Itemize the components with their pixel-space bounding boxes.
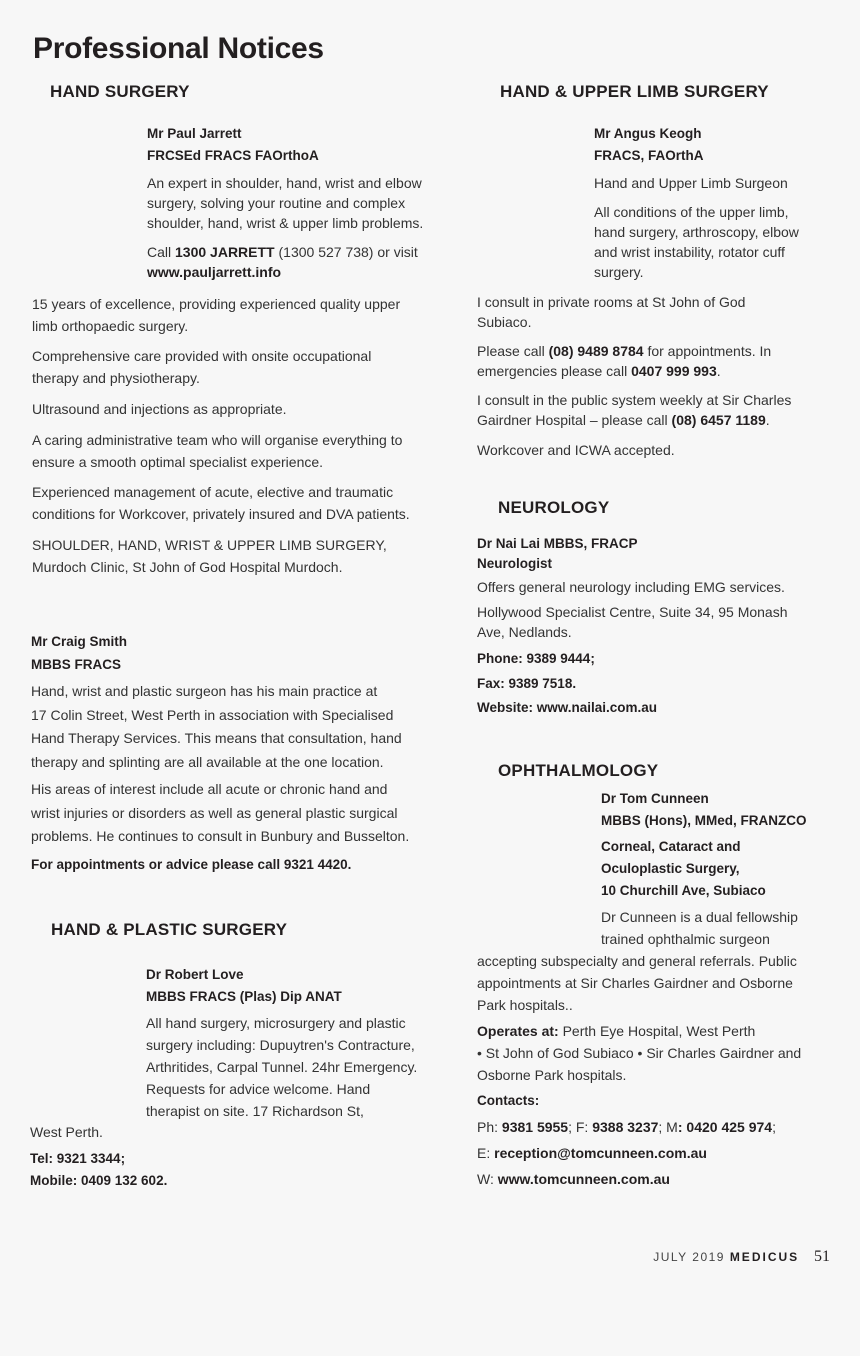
doctor-role: Neurologist xyxy=(477,556,553,571)
doctor-specialty: Corneal, Cataract and Oculoplastic Surgery, 10 Churchill Ave, Subiaco xyxy=(601,839,766,898)
paragraph: I consult in private rooms at St John of God Subiaco. xyxy=(477,294,746,330)
mobile-line: Mobile: 0409 132 602. xyxy=(30,1173,168,1188)
doctor-quals: MBBS FRACS xyxy=(31,657,121,672)
phone-number[interactable]: (08) 6457 1189 xyxy=(671,412,766,428)
doctor-quals: MBBS (Hons), MMed, FRANZCO xyxy=(601,813,807,828)
page-number: 51 xyxy=(814,1248,830,1265)
contact-web: W: www.tomcunneen.com.au xyxy=(477,1171,670,1187)
paragraph: Workcover and ICWA accepted. xyxy=(477,442,675,458)
issue-date: JULY 2019 xyxy=(653,1250,725,1264)
doctor-name-nai-lai: Dr Nai Lai MBBS, FRACP xyxy=(477,536,638,551)
appointments-line: For appointments or advice please call 9321 4420. xyxy=(31,857,352,872)
paragraph-appointments: Please call (08) 9489 8784 for appointments. In emergencies please call 0407 999 993. xyxy=(477,343,772,379)
heading-neurology: NEUROLOGY xyxy=(498,498,610,517)
contacts-label: Contacts: xyxy=(477,1093,540,1108)
page-footer xyxy=(653,1248,830,1266)
doctor-name-robert-love: Dr Robert Love xyxy=(146,967,244,982)
contact-call: Call 1300 JARRETT (1300 527 738) or visit www.pauljarrett.info xyxy=(147,244,418,280)
mobile-number[interactable]: : 0420 425 974 xyxy=(677,1119,773,1135)
heading-hand-surgery: HAND SURGERY xyxy=(50,82,190,101)
heading-ophthalmology: OPHTHALMOLOGY xyxy=(498,761,659,780)
paragraph: Ultrasound and injections as appropriate. xyxy=(32,401,287,417)
doctor-name-paul-jarrett: Mr Paul Jarrett xyxy=(147,126,242,141)
doctor-quals: FRCSEd FRACS FAOrthoA xyxy=(147,148,319,163)
phone-number[interactable]: 1300 JARRETT xyxy=(175,244,275,260)
address: Hollywood Specialist Centre, Suite 34, 95 Monash Ave, Nedlands. xyxy=(477,604,788,640)
paragraph: Experienced management of acute, elective and traumatic conditions for Workcover, privately insured and DVA patients. xyxy=(32,484,410,522)
doctor-quals: FRACS, FAOrthA xyxy=(594,148,704,163)
paragraph: His areas of interest include all acute or chronic hand and wrist injuries or disorders as well as general plastic surgical problems. He continues to consult in Bunbury and Busselton. xyxy=(31,781,410,844)
magazine-name: MEDICUS xyxy=(729,1250,800,1264)
heading-hand-plastic-surgery: HAND & PLASTIC SURGERY xyxy=(51,920,288,939)
email-link[interactable]: reception@tomcunneen.com.au xyxy=(494,1145,707,1161)
paragraph: Hand, wrist and plastic surgeon has his main practice at 17 Colin Street, West Perth in association with Specialised Hand Therapy Services. This means that consultation, hand therapy and splinting are all available at the one location. xyxy=(31,683,402,770)
fax-number[interactable]: 9388 3237 xyxy=(592,1119,659,1135)
doctor-name-angus-keogh: Mr Angus Keogh xyxy=(594,126,702,141)
paragraph: accepting subspecialty and general referrals. Public appointments at Sir Charles Gairdner and Osborne Park hospitals.. xyxy=(477,953,797,1013)
fax-line: Fax: 9389 7518. xyxy=(477,676,577,691)
emergency-number[interactable]: 0407 999 993 xyxy=(631,363,717,379)
paragraph: A caring administrative team who will organise everything to ensure a smooth optimal specialist experience. xyxy=(32,432,403,470)
contact-email: E: reception@tomcunneen.com.au xyxy=(477,1145,707,1161)
operates-at: Operates at: Perth Eye Hospital, West Perth • St John of God Subiaco • Sir Charles Gairdner and Osborne Park hospitals. xyxy=(477,1023,802,1083)
heading-hand-upper-limb-surgery: HAND & UPPER LIMB SURGERY xyxy=(500,82,769,101)
doctor-description-tail: West Perth. xyxy=(30,1124,103,1140)
tel-line: Tel: 9321 3344; xyxy=(30,1151,126,1166)
doctor-quals: MBBS FRACS (Plas) Dip ANAT xyxy=(146,989,342,1004)
doctor-intro: Dr Cunneen is a dual fellowship trained ophthalmic surgeon xyxy=(601,909,798,947)
paragraph-public: I consult in the public system weekly at Sir Charles Gairdner Hospital – please call (08) 6457 1189. xyxy=(477,392,792,428)
doctor-description: An expert in shoulder, hand, wrist and elbow surgery, solving your routine and complex shoulder, hand, wrist & upper limb problems. xyxy=(147,175,424,231)
phone-number[interactable]: 9381 5955 xyxy=(501,1119,569,1135)
doctor-name-craig-smith: Mr Craig Smith xyxy=(31,634,128,649)
website-link[interactable]: www.tomcunneen.com.au xyxy=(497,1171,670,1187)
phone-number[interactable]: (08) 9489 8784 xyxy=(548,343,644,359)
paragraph: Offers general neurology including EMG services. xyxy=(477,579,785,595)
paragraph: 15 years of excellence, providing experienced quality upper limb orthopaedic surgery. xyxy=(32,296,401,334)
contact-numbers: Ph: 9381 5955; F: 9388 3237; M: 0420 425 974; xyxy=(477,1119,776,1135)
website-link[interactable]: Website: www.nailai.com.au xyxy=(477,700,658,715)
paragraph: Comprehensive care provided with onsite occupational therapy and physiotherapy. xyxy=(32,348,372,386)
paragraph: SHOULDER, HAND, WRIST & UPPER LIMB SURGERY, Murdoch Clinic, St John of God Hospital Murdoch. xyxy=(32,537,387,575)
doctor-name-tom-cunneen: Dr Tom Cunneen xyxy=(601,791,709,806)
phone-line: Phone: 9389 9444; xyxy=(477,651,595,666)
doctor-role: Hand and Upper Limb Surgeon xyxy=(594,175,788,191)
website-link[interactable]: www.pauljarrett.info xyxy=(147,264,282,280)
doctor-description: All hand surgery, microsurgery and plastic surgery including: Dupuytren's Contracture, Arthritides, Carpal Tunnel. 24hr Emergency. Requests for advice welcome. Hand therapist on site. 17 Richardson St, xyxy=(146,1015,418,1119)
page-title: Professional Notices xyxy=(33,32,324,65)
doctor-description: All conditions of the upper limb, hand surgery, arthroscopy, elbow and wrist instability, rotator cuff surgery. xyxy=(594,204,799,280)
